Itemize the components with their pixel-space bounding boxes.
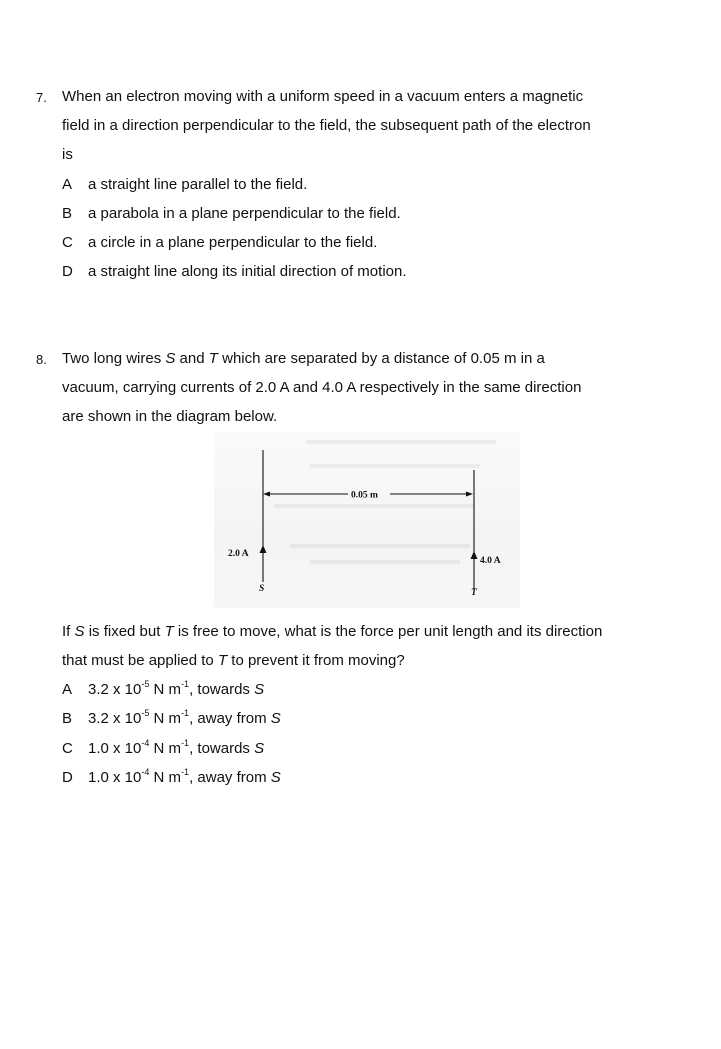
current-s-label: 2.0 A bbox=[228, 549, 249, 559]
question-7-number: 7. bbox=[36, 90, 47, 105]
question-7-text-line-2: field in a direction perpendicular to the field, the subsequent path of the electron bbox=[62, 117, 591, 134]
current-t-label: 4.0 A bbox=[480, 556, 501, 566]
faint-smudge bbox=[290, 544, 470, 548]
q8-option-d-letter: D bbox=[62, 769, 73, 786]
q7-option-b-letter: B bbox=[62, 205, 73, 222]
wire-t-label: T bbox=[471, 588, 477, 598]
q8-option-c-text: 1.0 x $10^{-4}$ N $m^{-1}$, towards S bbox=[88, 738, 265, 757]
q8-option-a-letter: A bbox=[62, 681, 73, 698]
q8-option-c-letter: C bbox=[62, 740, 73, 757]
q8-option-b-text: 3.2 x $10^{-5}$ N $m^{-1}$, away from S bbox=[88, 708, 281, 727]
question-7-text-line-1: When an electron moving with a uniform speed in a vacuum enters a magnetic bbox=[62, 88, 584, 105]
faint-smudge bbox=[310, 560, 460, 564]
question-8-number: 8. bbox=[36, 352, 47, 367]
faint-smudge bbox=[306, 440, 496, 444]
diagram-svg bbox=[214, 432, 520, 608]
faint-smudge bbox=[310, 464, 480, 468]
question-7-text-line-3: is bbox=[62, 146, 73, 163]
q7-option-d-text: a straight line along its initial direction of motion. bbox=[88, 263, 407, 280]
wire-s-ref: S bbox=[165, 350, 176, 367]
current-s-arrow bbox=[260, 545, 267, 553]
question-8-text-line-3: are shown in the diagram below. bbox=[62, 408, 278, 425]
parallel-wires-diagram bbox=[214, 432, 520, 608]
q8-option-b-letter: B bbox=[62, 710, 73, 727]
q7-option-d-letter: D bbox=[62, 263, 73, 280]
faint-smudge bbox=[274, 504, 474, 508]
q7-option-a-text: a straight line parallel to the field. bbox=[88, 176, 308, 193]
q7-option-a-letter: A bbox=[62, 176, 73, 193]
question-8-follow-line-1: If S is fixed but T is free to move, what is the force per unit length and its direction bbox=[62, 623, 603, 640]
q8-option-d-text: 1.0 x $10^{-4}$ N $m^{-1}$, away from S bbox=[88, 767, 281, 786]
distance-arrowhead-right bbox=[466, 492, 473, 497]
question-8-text-line-2: vacuum, carrying currents of 2.0 A and 4.0 A respectively in the same direction bbox=[62, 379, 582, 396]
wire-t-ref: T bbox=[208, 350, 218, 367]
q7-option-b-text: a parabola in a plane perpendicular to the field. bbox=[88, 205, 401, 222]
q8-option-a-text: 3.2 x $10^{-5}$ N $m^{-1}$, towards S bbox=[88, 679, 265, 698]
wire-s-label: S bbox=[259, 584, 265, 594]
question-8-text-line-1: Two long wires S and T which are separated by a distance of 0.05 m in a bbox=[62, 350, 545, 367]
question-8-follow-line-2: that must be applied to T to prevent it from moving? bbox=[62, 652, 405, 669]
current-t-arrow bbox=[471, 551, 478, 559]
distance-label: 0.05 m bbox=[351, 490, 378, 501]
q7-option-c-text: a circle in a plane perpendicular to the field. bbox=[88, 234, 378, 251]
q7-option-c-letter: C bbox=[62, 234, 73, 251]
distance-arrowhead-left bbox=[263, 492, 270, 497]
